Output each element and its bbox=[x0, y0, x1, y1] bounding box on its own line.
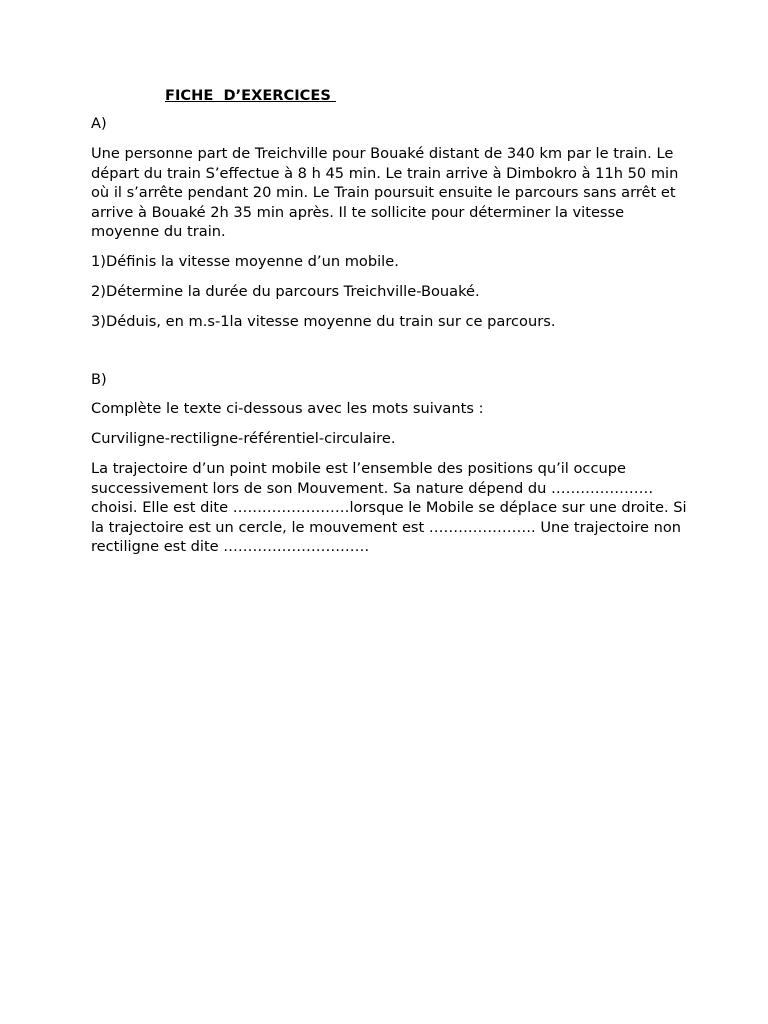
fill-in-text: La trajectoire d’un point mobile est l’ensemble des positions qu’il occupe successivement lors de son Mouvement. Sa nature dépend du …………………choisi. Elle est dite ……………………lorsque le Mobile se déplace sur une droite. Si la trajectoire est un cercle, le mouvement est …………………. Une trajectoire non rectiligne est dite ………………………… bbox=[91, 460, 687, 555]
question-1: 1)Définis la vitesse moyenne d’un mobile. bbox=[91, 252, 399, 270]
question-2: 2)Détermine la durée du parcours Treichville-Bouaké. bbox=[91, 282, 480, 300]
question-3: 3)Déduis, en m.s-1la vitesse moyenne du train sur ce parcours. bbox=[91, 312, 556, 330]
word-list: Curviligne-rectiligne-référentiel-circulaire. bbox=[91, 430, 396, 448]
spacer bbox=[91, 342, 691, 370]
document-title: FICHE D’EXERCICES bbox=[165, 87, 336, 104]
section-b-instruction: Complète le texte ci-dessous avec les mots suivants : bbox=[91, 400, 484, 418]
section-b-label: B) bbox=[91, 370, 107, 388]
section-a-statement: Une personne part de Treichville pour Bouaké distant de 340 km par le train. Le départ du train S’effectue à 8 h 45 min. Le train arrive à Dimbokro à 11h 50 min où il s’arrête pendant 20 min. Le Train poursuit ensuite le parcours sans arrêt et arrive à Bouaké 2h 35 min après. Il te sollicite pour déterminer la vitesse moyenne du train. bbox=[91, 145, 679, 240]
document-page bbox=[91, 86, 691, 567]
section-a-label: A) bbox=[91, 115, 107, 133]
